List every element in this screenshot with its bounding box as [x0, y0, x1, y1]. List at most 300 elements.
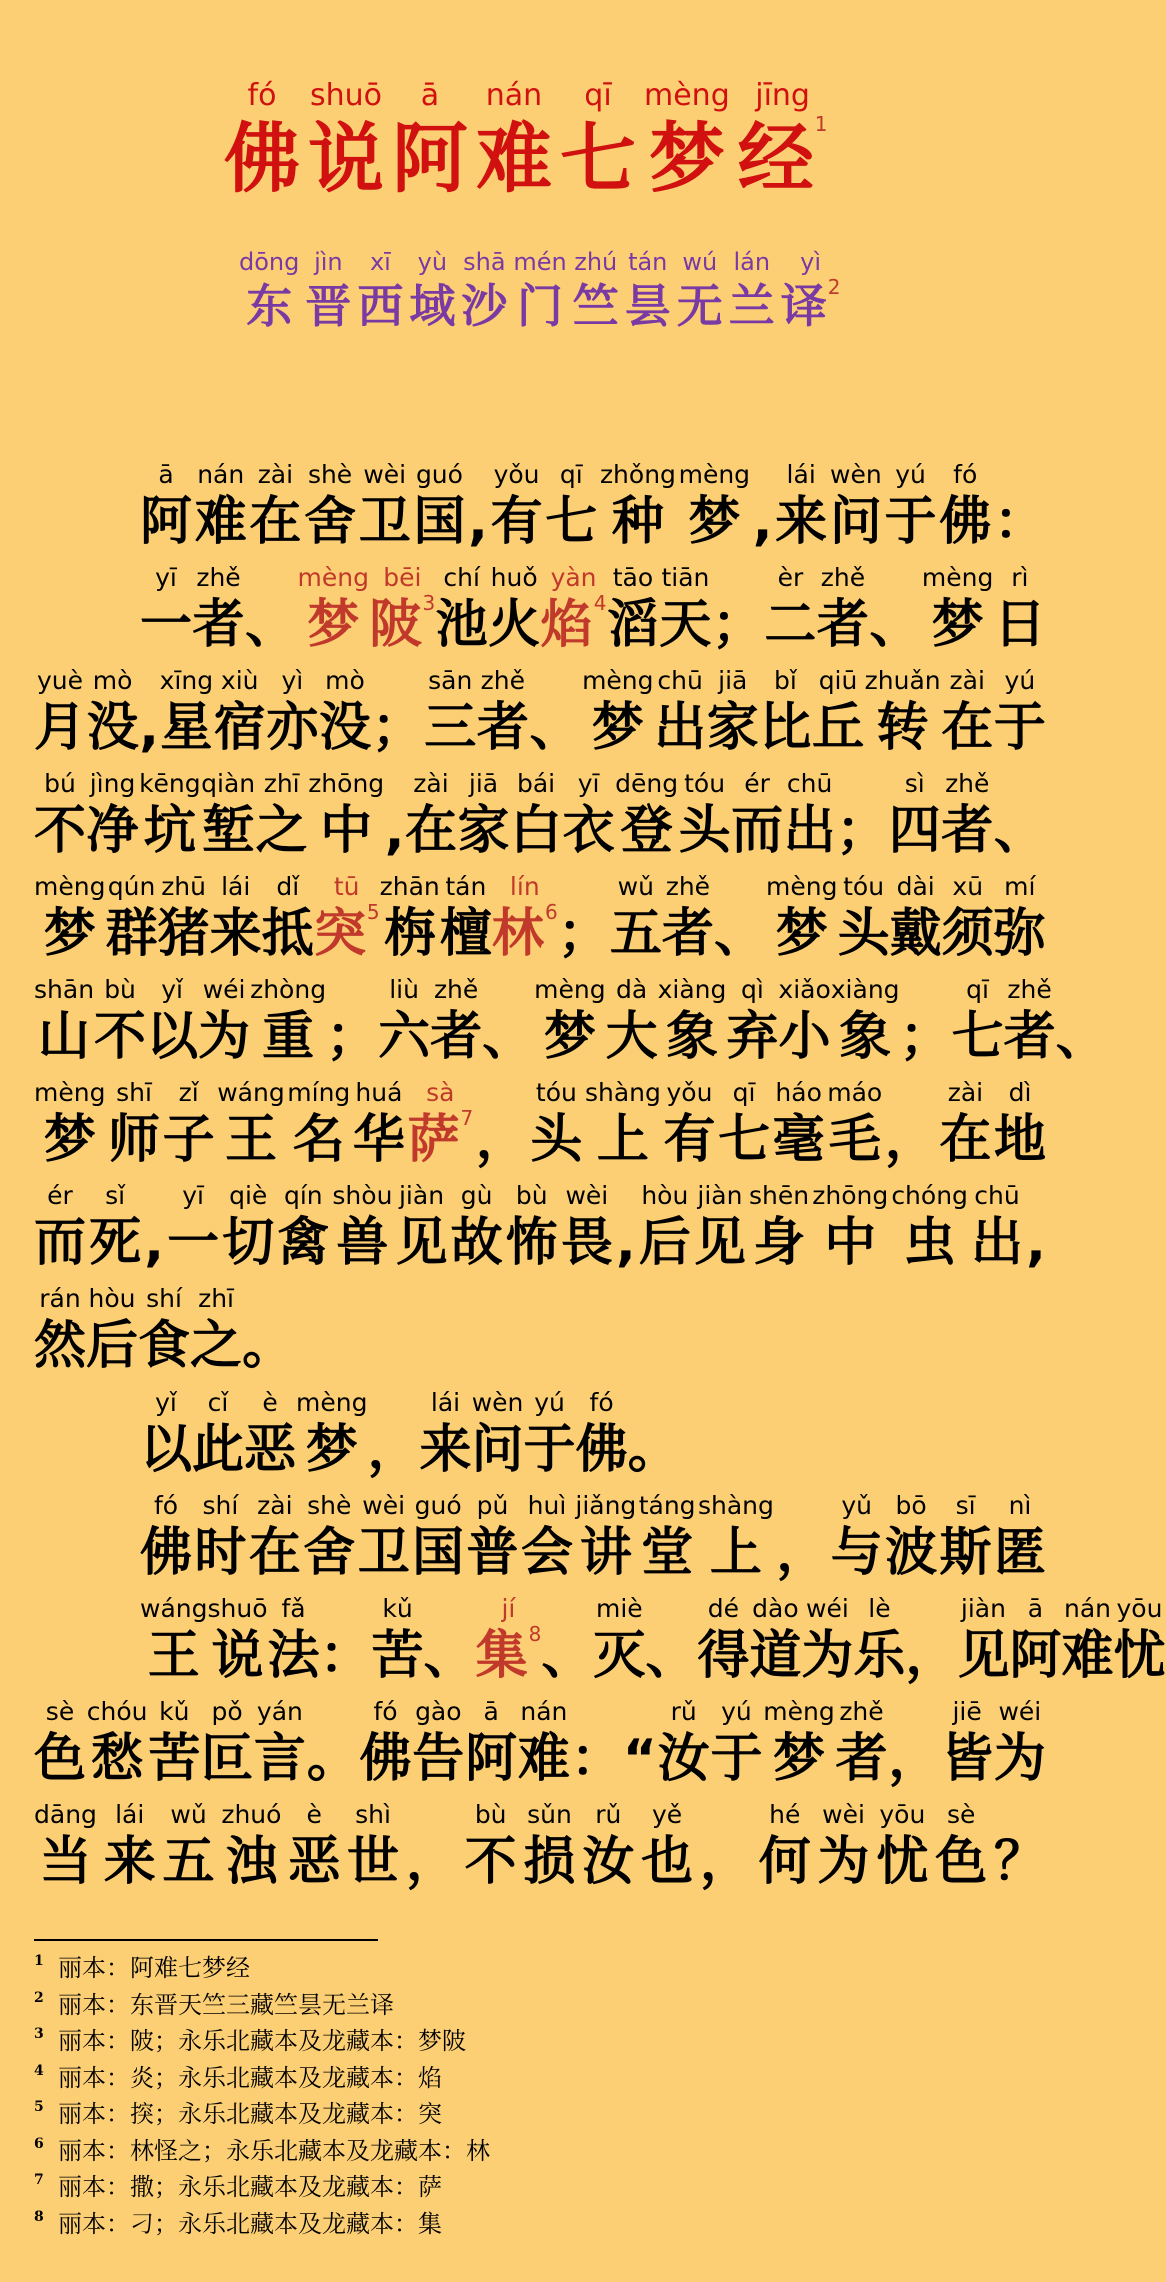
pinyin: shè	[307, 1491, 352, 1520]
pinyin: mèng	[763, 1697, 835, 1726]
punctuation: 、	[713, 904, 766, 964]
sutra-char	[545, 460, 597, 554]
hanzi: 出	[971, 1213, 1024, 1273]
hanzi: 后	[86, 1316, 139, 1376]
footnote-number: 8	[34, 2208, 44, 2225]
sutra-char	[726, 975, 778, 1069]
sutra-char	[576, 1388, 628, 1482]
pinyin: gù	[460, 1181, 493, 1210]
pinyin: yě	[652, 1800, 683, 1829]
title-char	[224, 78, 300, 204]
translator-char	[239, 247, 299, 335]
hanzi: 者	[941, 801, 994, 861]
pinyin: zhú	[574, 248, 618, 276]
pinyin: ā	[420, 78, 440, 113]
hanzi: 比	[759, 698, 812, 758]
sutra-char	[606, 975, 658, 1069]
pinyin: zhě	[820, 563, 866, 592]
hanzi: 者	[430, 1007, 483, 1067]
sutra-char	[222, 1181, 274, 1275]
sutra-char	[163, 1800, 215, 1894]
sutra-char	[214, 666, 266, 760]
sutra-char	[1113, 1594, 1165, 1688]
sutra-char	[254, 1697, 306, 1791]
sutra-char	[201, 769, 255, 863]
sutra-line	[140, 563, 1046, 657]
pinyin: jīng	[755, 78, 810, 113]
hanzi: 阿	[140, 492, 193, 552]
hanzi: 家	[457, 801, 510, 861]
translator-char	[409, 247, 455, 335]
pinyin: rǔ	[670, 1697, 697, 1726]
sutra-char	[34, 1078, 105, 1172]
punctuation: 、	[645, 1626, 698, 1686]
pinyin: nán	[485, 78, 543, 113]
sutra-char	[451, 1181, 503, 1275]
pinyin: guó	[415, 460, 463, 489]
pinyin: qī	[559, 460, 583, 489]
pinyin: ā	[158, 460, 174, 489]
translator-char	[305, 247, 351, 335]
footnote-marker: 4	[593, 591, 607, 615]
pinyin: bú	[44, 769, 76, 798]
hanzi: 林$^6$	[491, 900, 558, 964]
pinyin: tán	[628, 248, 668, 276]
pinyin: wú	[682, 248, 718, 276]
sutra-char	[534, 975, 605, 1069]
sutra-char	[369, 563, 435, 657]
punctuation: ；	[836, 801, 889, 861]
title-char	[392, 78, 468, 204]
sutra-char	[424, 666, 476, 760]
sutra-char	[853, 1594, 905, 1688]
pinyin: yì	[800, 248, 822, 276]
sutra-char	[610, 872, 662, 966]
pinyin: wèn	[830, 460, 882, 489]
pinyin: qī	[732, 1078, 756, 1107]
footnote-item	[34, 2133, 490, 2170]
hanzi: 说	[308, 114, 384, 203]
hanzi: 四	[888, 801, 941, 861]
sutra-char	[710, 1697, 762, 1791]
hanzi: 畏	[560, 1213, 613, 1273]
hanzi: 佛	[359, 1729, 412, 1789]
pinyin: mèng	[297, 563, 369, 592]
punctuation: ,	[144, 1213, 164, 1273]
pinyin: sì	[904, 769, 925, 798]
punctuation: 、	[529, 698, 582, 758]
pinyin: hòu	[88, 1284, 136, 1313]
sutra-char	[492, 872, 558, 966]
pinyin: jiǎng	[575, 1491, 637, 1520]
pinyin: zhān	[379, 872, 440, 901]
sutra-char	[1061, 1594, 1113, 1688]
sutra-char	[296, 1388, 367, 1482]
hanzi: 七	[718, 1110, 771, 1170]
hanzi: 在	[939, 1110, 992, 1170]
pinyin: mèng	[582, 666, 654, 695]
pinyin: zhī	[198, 1284, 235, 1313]
sutra-char	[192, 1388, 244, 1482]
pinyin: yī	[577, 769, 600, 798]
hanzi: 世	[347, 1832, 400, 1892]
pinyin: bù	[104, 975, 136, 1004]
sutra-char	[304, 460, 356, 554]
hanzi: 在	[249, 492, 302, 552]
sutra-char	[413, 460, 465, 554]
sutra-char	[193, 563, 245, 657]
hanzi: 梦	[931, 595, 984, 655]
hanzi: 沙	[461, 279, 508, 333]
pinyin: máo	[827, 1078, 883, 1107]
footnote-text: 丽本：揬；永乐北藏本及龙藏本：突	[58, 2100, 442, 2128]
translator-char	[357, 247, 403, 335]
sutra-char	[358, 1491, 410, 1585]
hanzi: 皆	[941, 1729, 994, 1789]
punctuation: ，	[405, 1832, 458, 1892]
footnote-marker: 2	[827, 275, 841, 299]
hanzi: 经$^1$	[737, 112, 828, 203]
sutra-line	[34, 975, 1108, 1069]
sutra-char	[524, 1388, 576, 1482]
pinyin: tiān	[661, 563, 710, 592]
sutra-char	[563, 769, 615, 863]
hanzi: 戴	[889, 904, 942, 964]
sutra-char	[784, 769, 836, 863]
hanzi: 在	[941, 698, 994, 758]
sutra-char	[663, 1078, 715, 1172]
sutra-char	[585, 1078, 661, 1172]
hanzi: 上	[709, 1523, 762, 1583]
hanzi: 来	[419, 1420, 472, 1480]
sutra-char	[1009, 1594, 1061, 1688]
pinyin: yú	[721, 1697, 752, 1726]
hanzi: 佛	[140, 1523, 193, 1583]
hanzi: 故	[450, 1213, 503, 1273]
sutra-char	[396, 1181, 448, 1275]
pinyin: cǐ	[207, 1388, 229, 1417]
sutra-char	[319, 666, 371, 760]
hanzi: 难	[194, 492, 247, 552]
hanzi: 道	[749, 1626, 802, 1686]
hanzi: 没	[318, 698, 371, 758]
sutra-char	[994, 1491, 1046, 1585]
footnote-number: 7	[34, 2172, 44, 2188]
sutra-line	[34, 1078, 1046, 1172]
sutra-title	[220, 78, 831, 204]
footnote-divider	[34, 1939, 378, 1941]
punctuation: 。	[306, 1729, 359, 1789]
sutra-char	[575, 1491, 636, 1585]
sutra-char	[140, 460, 192, 554]
hanzi: 虫	[903, 1213, 956, 1273]
punctuation: ，	[475, 1110, 528, 1170]
punctuation: ；	[711, 595, 764, 655]
hanzi: 檀	[439, 904, 492, 964]
pinyin: nán	[197, 460, 245, 489]
footnote-marker: 3	[422, 591, 436, 615]
pinyin: bēi	[383, 563, 422, 592]
hanzi: 见	[693, 1213, 746, 1273]
pinyin: è	[306, 1800, 322, 1829]
hanzi: 后	[638, 1213, 691, 1273]
sutra-char	[221, 1800, 281, 1894]
hanzi: 卫	[358, 492, 411, 552]
pinyin: tū	[333, 872, 360, 901]
hanzi: 讲	[579, 1523, 632, 1583]
sutra-char	[818, 1800, 870, 1894]
hanzi: 阿	[465, 1729, 518, 1789]
hanzi: 王	[224, 1110, 277, 1170]
title-char	[644, 78, 730, 204]
sutra-char	[994, 872, 1046, 966]
sutra-char	[662, 872, 714, 966]
hanzi: 中	[824, 1213, 877, 1273]
sutra-char	[106, 872, 158, 966]
pinyin: mèng	[678, 460, 751, 489]
hanzi: 色	[34, 1729, 87, 1789]
sutra-char	[593, 1594, 645, 1688]
hanzi: 突$^5$	[313, 900, 380, 964]
pinyin: zhě	[665, 872, 711, 901]
hanzi: 损	[523, 1832, 576, 1892]
pinyin: yǐ	[155, 1388, 177, 1417]
sutra-char	[639, 1181, 691, 1275]
pinyin: zhōng	[812, 1181, 889, 1210]
pinyin: chū	[786, 769, 833, 798]
pinyin: jiē	[952, 1697, 982, 1726]
hanzi: 于	[710, 1729, 763, 1789]
punctuation: 、	[869, 595, 922, 655]
hanzi: 也	[641, 1832, 694, 1892]
hanzi: 汝	[582, 1832, 635, 1892]
sutra-line	[140, 460, 1046, 554]
pinyin: mèng	[34, 1078, 106, 1107]
pinyin: yǐ	[161, 975, 183, 1004]
hanzi: 此	[192, 1420, 245, 1480]
hanzi: 大	[605, 1007, 658, 1067]
pinyin: rán	[39, 1284, 81, 1313]
pinyin: mèng	[766, 872, 838, 901]
punctuation: ，	[699, 1832, 752, 1892]
punctuation: ,	[615, 1213, 636, 1273]
pinyin: zhě	[945, 769, 990, 798]
sutra-char	[359, 460, 411, 554]
hanzi: 头	[678, 801, 731, 861]
hanzi: 舍	[304, 492, 357, 552]
sutra-char	[372, 1594, 424, 1688]
pinyin: tóu	[535, 1078, 577, 1107]
sutra-char	[87, 769, 139, 863]
hanzi: 有	[663, 1110, 716, 1170]
hanzi: 六	[378, 1007, 431, 1067]
footnote-text: 丽本：东晋天竺三藏竺昙无兰译	[58, 1990, 394, 2019]
pinyin: dà	[616, 975, 648, 1004]
pinyin: wéi	[998, 1697, 1042, 1726]
hanzi: 阿	[1009, 1626, 1062, 1686]
hanzi: 梦	[43, 1110, 96, 1170]
pinyin: mí	[1004, 872, 1036, 901]
sutra-char	[812, 1181, 888, 1275]
hanzi: 者	[816, 595, 869, 655]
pinyin: háo	[775, 1078, 822, 1107]
pinyin: yù	[417, 248, 448, 276]
hanzi: 衣	[562, 801, 615, 861]
pinyin: xū	[952, 872, 984, 901]
sutra-char	[163, 1078, 215, 1172]
pinyin: xiǎo	[778, 975, 831, 1004]
hanzi: 群	[105, 904, 158, 964]
sutra-char	[941, 1697, 993, 1791]
pinyin: è	[262, 1388, 278, 1417]
sutra-line	[34, 1800, 1046, 1894]
sutra-char	[314, 872, 380, 966]
sutra-char	[607, 563, 659, 657]
hanzi: 出	[783, 801, 836, 861]
pinyin: wǔ	[617, 872, 654, 901]
sutra-char	[654, 666, 706, 760]
hanzi: 而	[731, 801, 784, 861]
footnote-item	[34, 2169, 490, 2206]
sutra-char	[86, 1284, 138, 1378]
pinyin: ér	[47, 1181, 73, 1210]
footnote-marker: 6	[544, 900, 558, 924]
hanzi: 于	[523, 1420, 576, 1480]
sutra-char	[108, 1078, 160, 1172]
sutra-char	[942, 872, 994, 966]
sutra-char	[34, 666, 86, 760]
pinyin: rì	[1011, 563, 1029, 592]
sutra-char	[830, 460, 882, 554]
hanzi: 来	[775, 492, 828, 552]
pinyin: shuō	[309, 78, 382, 113]
hanzi: 净	[86, 801, 139, 861]
pinyin: lái	[115, 1800, 145, 1829]
sutra-char	[952, 975, 1004, 1069]
hanzi: 波	[885, 1523, 938, 1583]
sutra-char	[615, 769, 678, 863]
hanzi: 愁	[91, 1729, 144, 1789]
pinyin: yì	[281, 666, 304, 695]
sutra-char	[939, 1078, 991, 1172]
sutra-char	[158, 872, 210, 966]
sutra-char	[773, 1078, 825, 1172]
hanzi: 食	[138, 1316, 191, 1376]
hanzi: 为	[993, 1729, 1046, 1789]
footnote-item	[34, 1987, 490, 2024]
hanzi: 难	[476, 114, 552, 203]
hanzi: 中	[320, 801, 373, 861]
hanzi: 名	[292, 1110, 345, 1170]
footnote-text: 丽本：阿难七梦经	[58, 1954, 250, 1982]
footnote-number: 3	[34, 2026, 44, 2042]
sutra-char	[891, 1181, 968, 1275]
sutra-char	[34, 872, 105, 966]
hanzi: 以	[140, 1420, 193, 1480]
punctuation: ：	[319, 1626, 372, 1686]
hanzi: 象	[665, 1007, 718, 1067]
footnote-number: 1	[34, 1953, 44, 1969]
sutra-char	[488, 563, 540, 657]
sutra-char	[659, 563, 711, 657]
sutra-char	[477, 666, 529, 760]
sutra-char	[994, 1697, 1046, 1791]
sutra-char	[288, 1800, 340, 1894]
pinyin: dǐ	[276, 872, 300, 901]
footnote-item	[34, 2060, 490, 2097]
pinyin: yàn	[550, 563, 597, 592]
hanzi: 家	[706, 698, 759, 758]
pinyin: huì	[527, 1491, 567, 1520]
pinyin: yuè	[36, 666, 84, 695]
pinyin: shuō	[207, 1594, 268, 1623]
sutra-char	[140, 1594, 207, 1688]
hanzi: 池	[435, 595, 488, 655]
hanzi: 白	[510, 801, 563, 861]
pinyin: gào	[415, 1697, 462, 1726]
pinyin: shēn	[749, 1181, 810, 1210]
pinyin: bù	[474, 1800, 507, 1829]
sutra-line	[34, 1284, 294, 1378]
hanzi: 灭	[593, 1626, 646, 1686]
punctuation: 。	[627, 1420, 680, 1480]
punctuation: ？	[993, 1832, 1046, 1892]
sutra-char	[420, 1388, 472, 1482]
sutra-char	[801, 1594, 853, 1688]
sutra-char	[249, 460, 301, 554]
hanzi: 上	[596, 1110, 649, 1170]
hanzi: 山	[38, 1007, 91, 1067]
hanzi: 而	[34, 1213, 87, 1273]
sutra-char	[731, 769, 783, 863]
hanzi: 忧	[1113, 1626, 1166, 1686]
sutra-char	[922, 563, 993, 657]
hanzi: 之	[190, 1316, 243, 1376]
pinyin: xiù	[220, 666, 259, 695]
pinyin: jìng	[89, 769, 136, 798]
pinyin: wèi	[822, 1800, 865, 1829]
sutra-char	[465, 1800, 517, 1894]
pinyin: zài	[257, 1491, 293, 1520]
sutra-char	[885, 1491, 937, 1585]
hanzi: 象	[839, 1007, 892, 1067]
pinyin: dào	[752, 1594, 799, 1623]
pinyin: dēng	[615, 769, 679, 798]
pinyin: jiàn	[697, 1181, 743, 1210]
hanzi: 见	[395, 1213, 448, 1273]
hanzi: 坑	[143, 801, 196, 861]
translator-char	[677, 247, 723, 335]
pinyin: ā	[1027, 1594, 1044, 1623]
pinyin: shè	[307, 460, 353, 489]
sutra-char	[698, 1491, 774, 1585]
hanzi: 丘	[812, 698, 865, 758]
pinyin: nán	[520, 1697, 568, 1726]
pinyin: jí	[501, 1594, 516, 1623]
punctuation: ；	[557, 904, 610, 964]
hanzi: 难	[517, 1729, 570, 1789]
sutra-char	[412, 1491, 464, 1585]
hanzi: 在	[404, 801, 457, 861]
sutra-char	[34, 1284, 86, 1378]
hanzi: 与	[830, 1523, 883, 1583]
footnote-item	[34, 2023, 490, 2060]
punctuation: 、	[423, 1626, 476, 1686]
hanzi: 时	[194, 1523, 247, 1583]
hanzi: 毫	[772, 1110, 825, 1170]
pinyin: shàng	[697, 1491, 774, 1520]
pinyin: qì	[740, 975, 764, 1004]
